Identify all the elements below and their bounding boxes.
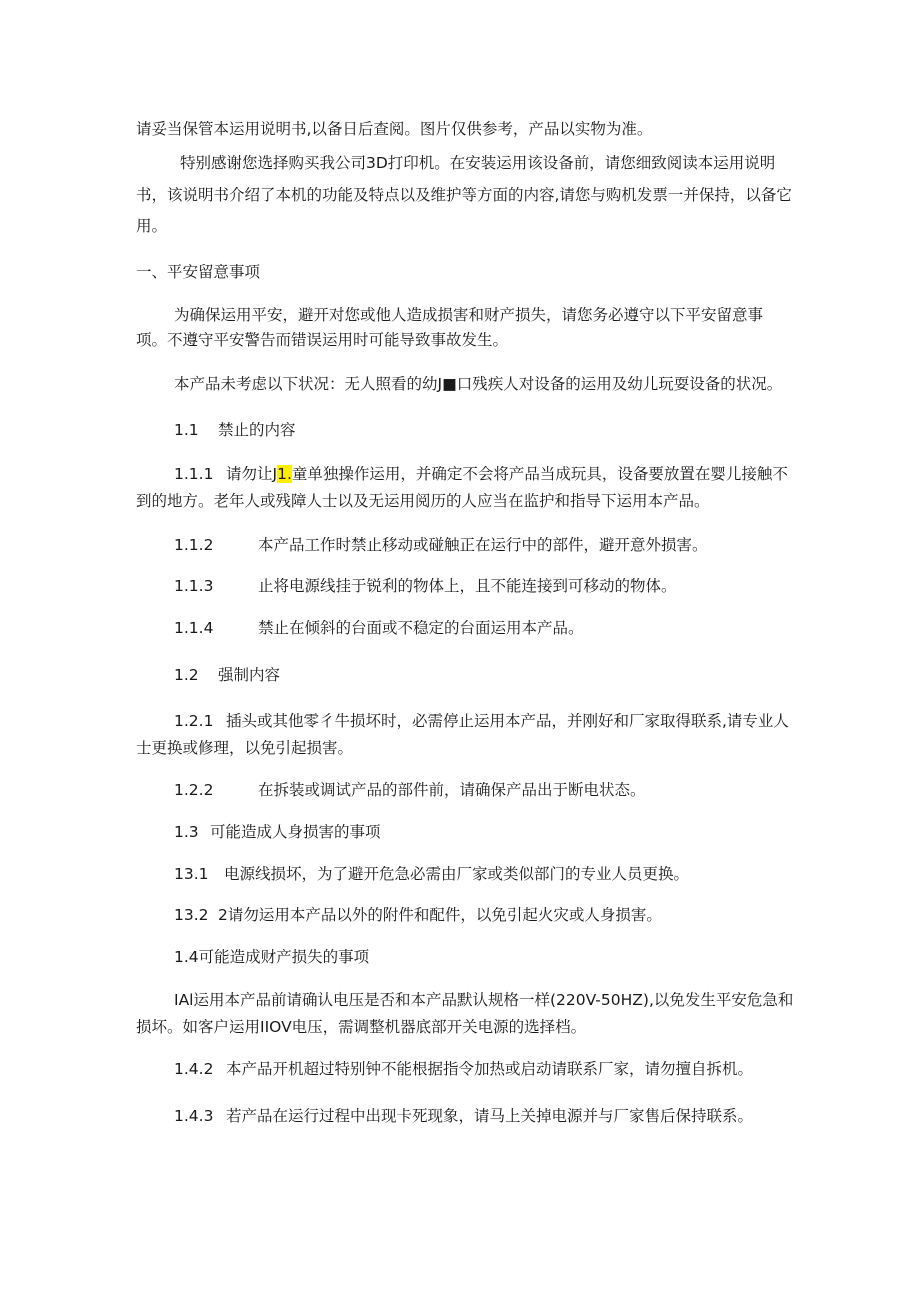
heading-title: 禁止的内容: [218, 421, 296, 439]
item-1-1-3: [174, 576, 677, 596]
heading-title: 强制内容: [218, 666, 281, 684]
heading-number: 1.1: [174, 421, 199, 439]
section-title: 一、平安留意事项: [136, 263, 261, 281]
item-text: 电源线损坏，为了避开危急必需由厂家或类似部门的专业人员更换。: [224, 865, 690, 883]
item-1-1-1: [174, 464, 788, 484]
safety-para-line: 为确保运用平安，避开对您或他人造成损害和财产损失，请您务必遵守以下平安留意事: [174, 306, 764, 324]
item-text: 本产品开机超过特别钟不能根据指令加热或启动请联系厂家，请勿擅自拆机。: [226, 1060, 754, 1078]
item-continuation: 损坏。如客户运用IIOV电压，需调整机器底部开关电源的选择档。: [136, 1018, 587, 1036]
item-continuation: 士更换或修理，以免引起损害。: [136, 739, 354, 757]
item-number: 1.4.2: [174, 1060, 214, 1078]
intro-para-line: 用。: [136, 217, 168, 235]
item-1-1-4: [174, 618, 584, 638]
item-text: 插头或其他零彳牛损坏时，必需停止运用本产品，并刚好和厂家取得联系,请专业人: [226, 712, 789, 730]
item-text: 在拆装或调试产品的部件前，请确保产品出于断电状态。: [258, 781, 646, 799]
item-text: 童单独操作运用，并确定不会将产品当成玩具，设备要放置在婴儿接触不: [291, 465, 788, 483]
item-text: 2请勿运用本产品以外的附件和配件，以免引起火灾或人身损害。: [218, 906, 662, 924]
intro-para-line: 书，该说明书介绍了本机的功能及特点以及维护等方面的内容,请您与购机发票一并保持，以备它: [136, 186, 792, 204]
item-number: 1.2.2: [174, 781, 214, 799]
item-1-4-1: IAl运用本产品前请确认电压是否和本产品默认规格一样(220V-50HZ),以免发生平安危急和: [174, 991, 794, 1009]
subsection-heading-1-4: 1.4可能造成财产损失的事项: [174, 948, 370, 966]
item-1-2-2: [174, 780, 646, 800]
item-1-2-1: [174, 711, 789, 731]
item-1-1-2: [174, 535, 708, 555]
item-1-4-2: [174, 1059, 753, 1079]
intro-para-line: 特别感谢您选择购买我公司3D打印机。在安装运用该设备前，请您细致阅读本运用说明: [180, 154, 776, 172]
item-text: 请勿让J: [226, 465, 278, 483]
item-text: 若产品在运行过程中出现卡死现象，请马上关掉电源并与厂家售后保持联系。: [226, 1107, 754, 1125]
item-number: 1.1.3: [174, 577, 214, 595]
scope-para: 本产品未考虑以下状况：无人照看的幼J■口残疾人对设备的运用及幼儿玩耍设备的状况。: [174, 375, 783, 393]
intro-line: 请妥当保管本运用说明书,以备日后查阅。图片仅供参考，产品以实物为准。: [136, 120, 653, 138]
heading-number: 1.2: [174, 666, 199, 684]
safety-para-line: 项。不遵守平安警告而错误运用时可能导致事故发生。: [136, 331, 509, 349]
item-1-4-3: [174, 1106, 753, 1126]
item-number: 1.1.1: [174, 465, 214, 483]
item-text: 本产品工作时禁止移动或碰触正在运行中的部件，避开意外损害。: [258, 536, 708, 554]
heading-title: 可能造成人身损害的事项: [210, 823, 381, 841]
item-number: 1.1.4: [174, 619, 214, 637]
item-number: 13.1: [174, 865, 209, 883]
highlighted-text: 1.: [277, 465, 292, 483]
item-1-3-2: [174, 905, 662, 925]
item-number: 1.1.2: [174, 536, 214, 554]
item-continuation: 到的地方。老年人或残障人士以及无运用阅历的人应当在监护和指导下运用本产品。: [136, 492, 710, 510]
heading-number: 1.3: [174, 823, 199, 841]
subsection-heading-1-3: [174, 822, 381, 842]
subsection-heading-1-1: [174, 420, 296, 440]
item-1-3-1: [174, 864, 689, 884]
item-text: 止将电源线挂于锐利的物体上，且不能连接到可移动的物体。: [258, 577, 677, 595]
item-number: 13.2: [174, 906, 209, 924]
item-number: 1.2.1: [174, 712, 214, 730]
item-number: 1.4.3: [174, 1107, 214, 1125]
subsection-heading-1-2: [174, 665, 280, 685]
item-text: 禁止在倾斜的台面或不稳定的台面运用本产品。: [258, 619, 584, 637]
